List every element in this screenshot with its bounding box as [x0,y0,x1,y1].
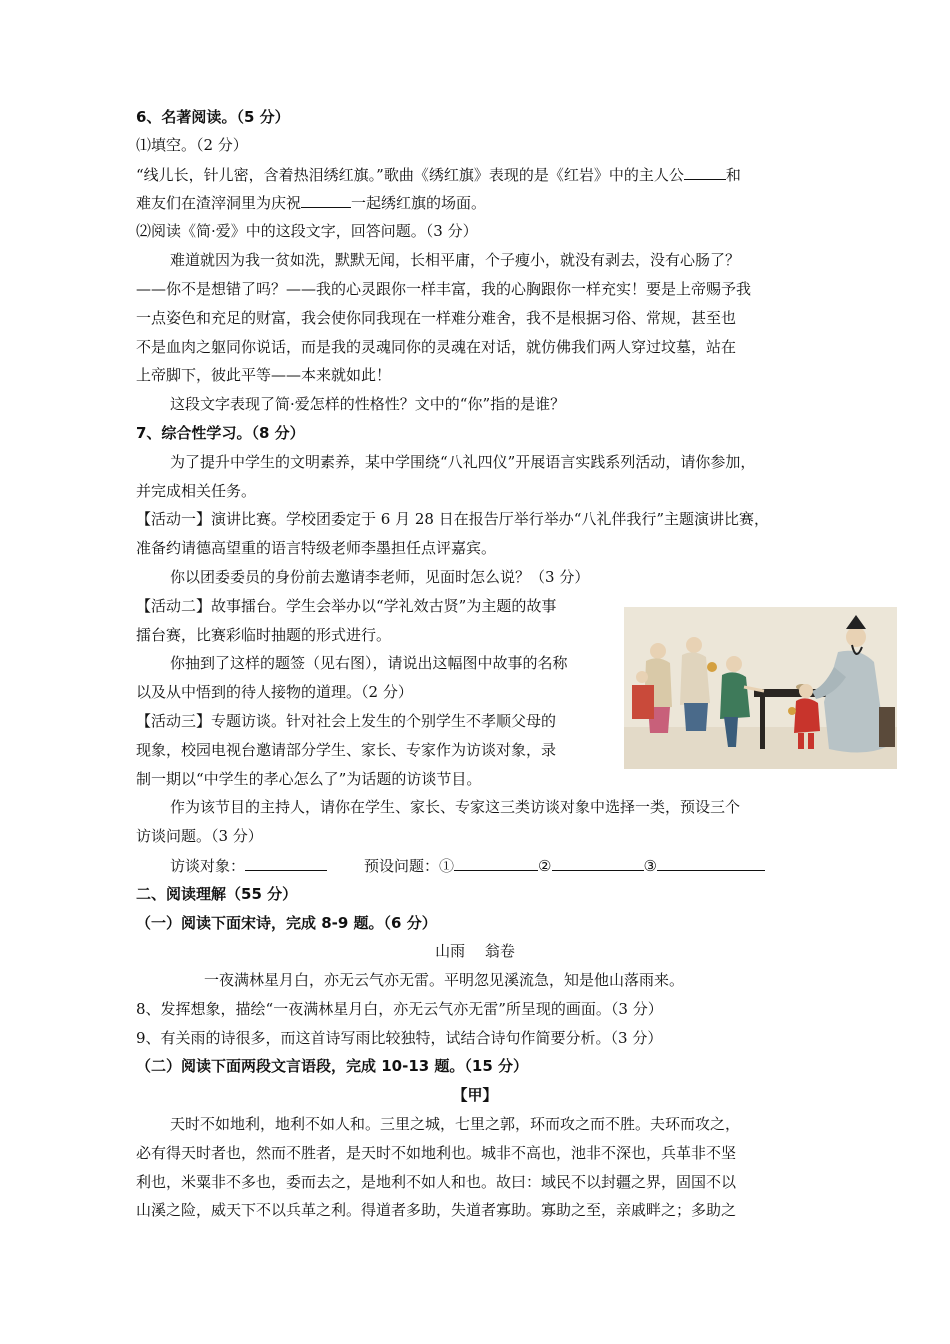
q6-fill-d: 一起绣红旗的场面。 [351,194,487,212]
activity1-line: 准备约请德高望重的语言特级老师李墨担任点评嘉宾。 [136,539,497,557]
activity3-question: 访谈问题。（3 分） [136,827,263,845]
passage-line: 不是血肉之躯同你说话，而是我的灵魂同你的灵魂在对话，就仿佛我们两人穿过坟墓，站在 [136,338,737,356]
q6-sub1: ⑴填空。（2 分） [136,136,248,154]
answer-blank-event[interactable] [301,192,351,208]
question-8: 8、发挥想象，描绘“一夜满林星月白，亦无云气亦无雷”所呈现的画面。（3 分） [136,1000,663,1018]
activity2-line: 【活动二】故事擂台。学生会举办以“学礼效古贤”为主题的故事 [136,597,557,615]
num-3: ③ [643,857,657,875]
classical-line: 天时不如地利，地利不如人和。三里之城，七里之郭，环而攻之而不胜。夫环而攻之， [170,1115,741,1133]
answer-blank-hero[interactable] [684,164,726,180]
q7-intro-line: 为了提升中学生的文明素养，某中学围绕“八礼四仪”开展语言实践系列活动，请你参加， [170,453,756,471]
q6-fill-c: 难友们在渣滓洞里为庆祝 [136,194,302,212]
activity2-question: 你抽到了这样的题签（见右图），请说出这幅图中故事的名称 [170,654,568,672]
q6-fill-line1 [136,164,741,185]
activity1-line: 【活动一】演讲比赛。学校团委定于 6 月 28 日在报告厅举行举办“八礼伴我行”主题演讲比赛， [136,510,770,528]
section2-title: 二、阅读理解（55 分） [136,885,298,903]
story-illustration [624,607,897,769]
part1-title: （一）阅读下面宋诗，完成 8-9 题。（6 分） [136,914,437,932]
activity1-question: 你以团委委员的身份前去邀请李老师，见面时怎么说？（3 分） [170,568,590,586]
activity3-line: 制一期以“中学生的孝心怎么了”为话题的访谈节目。 [136,770,482,788]
q6-title: 6、名著阅读。（5 分） [136,108,290,126]
answer-blank-q2[interactable] [552,855,644,871]
activity3-line: 现象，校园电视台邀请部分学生、家长、专家作为访谈对象，录 [136,741,557,759]
q6-question: 这段文字表现了简·爱怎样的性格性？文中的“你”指的是谁？ [170,395,566,413]
question-9: 9、有关雨的诗很多，而这首诗写雨比较独特，试结合诗句作简要分析。（3 分） [136,1029,663,1047]
poem-text: 一夜满林星月白，亦无云气亦无雷。平明忽见溪流急，知是他山落雨来。 [204,971,685,989]
classical-line: 利也，米粟非不多也，委而去之，是地利不如人和也。故曰：域民不以封疆之界，固国不以 [136,1173,737,1191]
passage-line: 一点姿色和充足的财富，我会使你同我现在一样难分难舍，我不是根据习俗、常规，甚至也 [136,309,737,327]
passage-line: 难道就因为我一贫如洗，默默无闻，长相平庸，个子瘦小，就没有剥去，没有心肠了？ [170,251,741,269]
activity3-question: 作为该节目的主持人，请你在学生、家长、专家这三类访谈对象中选择一类，预设三个 [170,798,741,816]
q6-fill-b: 和 [725,166,741,184]
passage-line: 上帝脚下，彼此平等——本来就如此！ [136,366,392,384]
answer-blank-q3[interactable] [657,855,765,871]
classical-line: 山溪之险，威天下不以兵革之利。得道者多助，失道者寡助。寡助之至，亲戚畔之；多助之 [136,1201,737,1219]
q6-fill-line2 [136,192,486,213]
activity3-line: 【活动三】专题访谈。针对社会上发生的个别学生不孝顺父母的 [136,712,557,730]
interview-answer-row [170,855,765,876]
num-1: ① [439,857,455,875]
activity2-question: 以及从中悟到的待人接物的道理。（2 分） [136,683,413,701]
q7-intro-line: 并完成相关任务。 [136,482,257,500]
q6-fill-a: “线儿长，针儿密，含着热泪绣红旗。”歌曲《绣红旗》表现的是《红岩》中的主人公 [136,166,684,184]
target-label: 访谈对象： [170,857,246,875]
classical-line: 必有得天时者也，然而不胜者，是天时不如地利也。城非不高也，池非不深也，兵革非不坚 [136,1144,737,1162]
num-2: ② [538,857,552,875]
poem-title: 山雨 翁卷 [435,942,515,960]
passage-jia-label: 【甲】 [452,1086,498,1104]
q6-sub2: ⑵阅读《简·爱》中的这段文字，回答问题。（3 分） [136,222,478,240]
q7-title: 7、综合性学习。（8 分） [136,424,305,442]
activity2-line: 擂台赛，比赛彩临时抽题的形式进行。 [136,626,392,644]
question-label: 预设问题： [364,857,440,875]
passage-line: ——你不是想错了吗？——我的心灵跟你一样丰富，我的心胸跟你一样充实！要是上帝赐予我 [136,280,752,298]
answer-blank-target[interactable] [245,855,327,871]
part2-title: （二）阅读下面两段文言语段，完成 10-13 题。（15 分） [136,1057,529,1075]
answer-blank-q1[interactable] [454,855,538,871]
